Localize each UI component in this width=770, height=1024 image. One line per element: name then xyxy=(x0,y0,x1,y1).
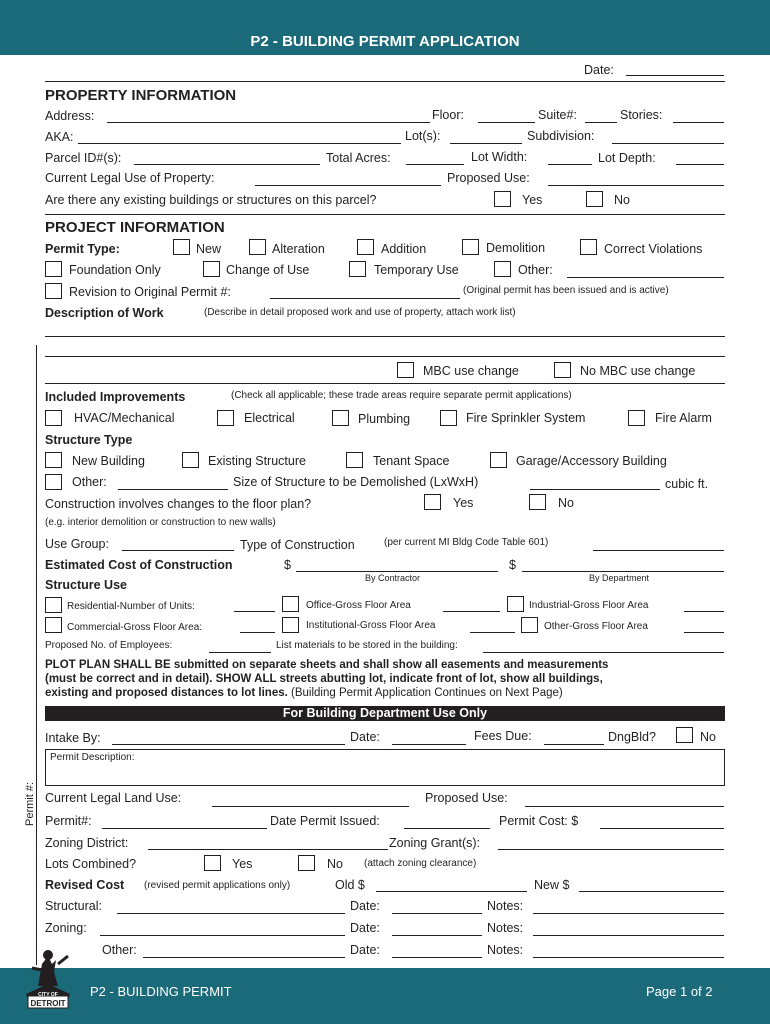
permit-description-box[interactable] xyxy=(45,749,725,786)
temporary-use-label: Temporary Use xyxy=(374,263,459,277)
other-use-checkbox[interactable] xyxy=(521,617,538,633)
floor-field[interactable] xyxy=(478,122,535,123)
plot-plan-line-3 xyxy=(45,687,563,699)
other-use-label: Other-Gross Floor Area xyxy=(544,621,648,632)
foundation-only-label: Foundation Only xyxy=(69,263,161,277)
change-of-use-label: Change of Use xyxy=(226,263,310,277)
intake-field[interactable] xyxy=(112,744,345,745)
total-acres-field[interactable] xyxy=(406,164,464,165)
revised-cost-note: (revised permit applications only) xyxy=(144,880,291,891)
permit-no-field[interactable] xyxy=(102,828,267,829)
hvac-checkbox[interactable] xyxy=(45,410,62,426)
side-permit-label: Permit #: xyxy=(24,776,36,832)
permit-cost-field[interactable] xyxy=(600,828,724,829)
attach-zoning-note: (attach zoning clearance) xyxy=(364,858,477,869)
intake-label: Intake By: xyxy=(45,731,101,745)
temporary-use-checkbox[interactable] xyxy=(349,261,366,277)
lots-combined-no-checkbox[interactable] xyxy=(298,855,315,871)
structural-notes-field[interactable] xyxy=(533,913,724,914)
new-cost-field[interactable] xyxy=(579,891,724,892)
structural-date-field[interactable] xyxy=(392,913,482,914)
no-mbc-change-checkbox[interactable] xyxy=(554,362,571,378)
logo-name: DETROIT xyxy=(30,999,66,1008)
employees-label: Proposed No. of Employees: xyxy=(45,640,173,651)
size-demolished-field[interactable] xyxy=(530,489,660,490)
existing-no-label: No xyxy=(614,193,630,207)
plot-plan-line-2: (must be correct and in detail). SHOW ALL streets abutting lot, indicate front of lot, show all buildings, xyxy=(45,673,603,685)
foundation-only-checkbox[interactable] xyxy=(45,261,62,277)
institutional-label: Institutional-Gross Floor Area xyxy=(306,620,436,631)
office-use-bar: For Building Department Use Only xyxy=(45,706,725,721)
address-label: Address: xyxy=(45,109,95,123)
zoning-date-field[interactable] xyxy=(392,935,482,936)
description-note: (Describe in detail proposed work and use of property, attach work list) xyxy=(204,307,516,318)
other-notes-label: Notes: xyxy=(487,943,524,957)
suite-field[interactable] xyxy=(585,122,617,123)
size-demolished-label: Size of Structure to be Demolished (LxWxH) xyxy=(233,475,479,489)
other-structure-checkbox[interactable] xyxy=(45,474,62,490)
new-building-checkbox[interactable] xyxy=(45,452,62,468)
detroit-seal-icon xyxy=(18,946,78,1014)
intake-date-label: Date: xyxy=(350,730,380,744)
fire-sprinkler-label: Fire Sprinkler System xyxy=(466,411,586,425)
structural-label: Structural: xyxy=(45,899,102,913)
industrial-label: Industrial-Gross Floor Area xyxy=(529,600,649,611)
department-dollar: $ xyxy=(509,558,516,572)
other-structure-field[interactable] xyxy=(118,489,228,490)
total-acres-label: Total Acres: xyxy=(326,151,391,165)
lot-depth-field[interactable] xyxy=(676,164,724,165)
fire-alarm-checkbox[interactable] xyxy=(628,410,645,426)
plumbing-checkbox[interactable] xyxy=(332,410,349,426)
correct-violations-label: Correct Violations xyxy=(604,242,703,256)
structural-notes-label: Notes: xyxy=(487,899,524,913)
other-permit-checkbox[interactable] xyxy=(494,261,511,277)
revision-note: (Original permit has been issued and is active) xyxy=(463,285,669,296)
proposed-use-field[interactable] xyxy=(548,185,724,186)
permit-description-label: Permit Description: xyxy=(50,752,135,763)
section-rule xyxy=(45,81,725,82)
new-cost-label: New $ xyxy=(534,878,570,892)
demolition-label: Demolition xyxy=(486,241,546,255)
floor-plan-no-checkbox[interactable] xyxy=(529,494,546,510)
floor-label: Floor: xyxy=(432,108,464,122)
office-checkbox[interactable] xyxy=(282,596,299,612)
employees-field[interactable] xyxy=(209,652,271,653)
date-issued-label: Date Permit Issued: xyxy=(270,814,380,828)
permit-cost-label: Permit Cost: $ xyxy=(499,814,579,828)
residential-field[interactable] xyxy=(234,611,275,612)
lots-combined-yes-checkbox[interactable] xyxy=(204,855,221,871)
contractor-cost-field[interactable] xyxy=(296,571,498,572)
proposed-use-label: Proposed Use: xyxy=(447,171,530,185)
addition-checkbox[interactable] xyxy=(357,239,374,255)
revision-label: Revision to Original Permit #: xyxy=(69,285,231,299)
aka-label: AKA: xyxy=(45,130,74,144)
department-cost-field[interactable] xyxy=(522,571,724,572)
structural-field[interactable] xyxy=(117,913,345,914)
aka-field[interactable] xyxy=(78,143,401,144)
demolition-checkbox[interactable] xyxy=(462,239,479,255)
alteration-checkbox[interactable] xyxy=(249,239,266,255)
section-rule xyxy=(45,383,725,384)
revision-field[interactable] xyxy=(270,298,460,299)
cubic-ft-label: cubic ft. xyxy=(665,477,709,491)
new-building-label: New Building xyxy=(72,454,145,468)
mbc-change-checkbox[interactable] xyxy=(397,362,414,378)
new-label: New xyxy=(196,242,222,256)
plot-plan-bold-end: existing and proposed distances to lot lines. xyxy=(45,687,288,699)
old-cost-field[interactable] xyxy=(376,891,527,892)
existing-structure-checkbox[interactable] xyxy=(182,452,199,468)
zoning-notes-label: Notes: xyxy=(487,921,524,935)
description-label: Description of Work xyxy=(45,306,164,320)
residential-label: Residential-Number of Units: xyxy=(67,601,195,612)
current-land-use-label: Current Legal Land Use: xyxy=(45,791,182,805)
revised-cost-label: Revised Cost xyxy=(45,878,125,892)
use-group-label: Use Group: xyxy=(45,537,109,551)
tenant-space-checkbox[interactable] xyxy=(346,452,363,468)
structure-type-label: Structure Type xyxy=(45,433,133,447)
est-cost-label: Estimated Cost of Construction xyxy=(45,558,233,572)
electrical-checkbox[interactable] xyxy=(217,410,234,426)
fire-sprinkler-checkbox[interactable] xyxy=(440,410,457,426)
other-permit-label: Other: xyxy=(518,263,553,277)
existing-yes-checkbox[interactable] xyxy=(494,191,511,207)
zoning-district-label: Zoning District: xyxy=(45,836,129,850)
structural-date-label: Date: xyxy=(350,899,380,913)
commercial-field[interactable] xyxy=(240,632,275,633)
materials-field[interactable] xyxy=(483,652,724,653)
by-department-label: By Department xyxy=(589,573,650,583)
existing-structure-label: Existing Structure xyxy=(208,454,306,468)
lots-combined-yes-label: Yes xyxy=(232,857,253,871)
other-notes-field[interactable] xyxy=(533,957,724,958)
industrial-checkbox[interactable] xyxy=(507,596,524,612)
residential-checkbox[interactable] xyxy=(45,597,62,613)
plumbing-label: Plumbing xyxy=(358,412,411,426)
permit-type-label: Permit Type: xyxy=(45,242,120,256)
side-permit-rule xyxy=(36,345,37,965)
type-construction-field[interactable] xyxy=(593,550,724,551)
garage-label: Garage/Accessory Building xyxy=(516,454,667,468)
lots-combined-no-label: No xyxy=(327,857,343,871)
zoning-grants-label: Zoning Grant(s): xyxy=(389,836,481,850)
parcel-label: Parcel ID#(s): xyxy=(45,151,122,165)
lot-width-label: Lot Width: xyxy=(471,150,528,164)
zoning-district-field[interactable] xyxy=(148,849,388,850)
subdivision-field[interactable] xyxy=(612,143,724,144)
institutional-checkbox[interactable] xyxy=(282,617,299,633)
contractor-dollar: $ xyxy=(284,558,291,572)
office-proposed-use-label: Proposed Use: xyxy=(425,791,508,805)
fees-due-field[interactable] xyxy=(544,744,604,745)
zoning-notes-field[interactable] xyxy=(533,935,724,936)
section-rule xyxy=(45,214,725,215)
other-use-field[interactable] xyxy=(684,632,724,633)
current-use-field[interactable] xyxy=(255,185,441,186)
lots-label: Lot(s): xyxy=(405,129,441,143)
garage-checkbox[interactable] xyxy=(490,452,507,468)
parcel-field[interactable] xyxy=(134,164,320,165)
current-use-label: Current Legal Use of Property: xyxy=(45,171,215,185)
zoning-date-label: Date: xyxy=(350,921,380,935)
new-checkbox[interactable] xyxy=(173,239,190,255)
lots-field[interactable] xyxy=(450,143,522,144)
existing-structures-question: Are there any existing buildings or structures on this parcel? xyxy=(45,193,377,207)
description-line-2[interactable] xyxy=(45,356,725,357)
dngbld-no-label: No xyxy=(700,730,716,744)
stories-label: Stories: xyxy=(620,108,663,122)
office-field[interactable] xyxy=(443,611,500,612)
floor-plan-example: (e.g. interior demolition or construction to new walls) xyxy=(45,517,276,528)
suite-label: Suite#: xyxy=(538,108,577,122)
permit-no-label: Permit#: xyxy=(45,814,92,828)
current-land-use-field[interactable] xyxy=(212,806,409,807)
existing-no-checkbox[interactable] xyxy=(586,191,603,207)
floor-plan-question: Construction involves changes to the floor plan? xyxy=(45,497,312,511)
by-contractor-label: By Contractor xyxy=(365,573,421,583)
property-heading: PROPERTY INFORMATION xyxy=(45,87,237,104)
institutional-field[interactable] xyxy=(470,632,515,633)
lot-depth-label: Lot Depth: xyxy=(598,151,656,165)
office-label: Office-Gross Floor Area xyxy=(306,600,411,611)
dngbld-label: DngBld? xyxy=(608,730,656,744)
hvac-label: HVAC/Mechanical xyxy=(74,411,175,425)
tenant-space-label: Tenant Space xyxy=(373,454,450,468)
use-group-field[interactable] xyxy=(122,550,234,551)
floor-plan-no-label: No xyxy=(558,496,574,510)
commercial-checkbox[interactable] xyxy=(45,617,62,633)
date-label: Date: xyxy=(584,63,614,77)
structure-use-label: Structure Use xyxy=(45,578,127,592)
address-field[interactable] xyxy=(107,122,430,123)
plot-plan-line-1: PLOT PLAN SHALL BE submitted on separate sheets and shall show all easements and measurements xyxy=(45,659,609,671)
old-cost-label: Old $ xyxy=(335,878,365,892)
office-proposed-use-field[interactable] xyxy=(525,806,724,807)
other-date-label: Date: xyxy=(350,943,380,957)
type-construction-label: Type of Construction xyxy=(240,538,355,552)
plot-plan-continue: (Building Permit Application Continues on Next Page) xyxy=(291,687,563,699)
mbc-change-label: MBC use change xyxy=(423,364,519,378)
change-of-use-checkbox[interactable] xyxy=(203,261,220,277)
zoning-field[interactable] xyxy=(100,935,345,936)
description-line-1[interactable] xyxy=(45,336,725,337)
other-field[interactable] xyxy=(143,957,345,958)
electrical-label: Electrical xyxy=(244,411,295,425)
included-improvements-note: (Check all applicable; these trade areas require separate permit applications) xyxy=(231,390,572,401)
lots-combined-label: Lots Combined? xyxy=(45,857,137,871)
included-improvements-label: Included Improvements xyxy=(45,390,186,404)
revision-checkbox[interactable] xyxy=(45,283,62,299)
intake-date-field[interactable] xyxy=(392,744,466,745)
lot-width-field[interactable] xyxy=(548,164,592,165)
logo-city: CITY OF xyxy=(38,992,58,998)
industrial-field[interactable] xyxy=(684,611,724,612)
other-date-field[interactable] xyxy=(392,957,482,958)
floor-plan-yes-label: Yes xyxy=(453,496,474,510)
page-number: Page 1 of 2 xyxy=(646,984,713,999)
correct-violations-checkbox[interactable] xyxy=(580,239,597,255)
subdivision-label: Subdivision: xyxy=(527,129,595,143)
commercial-label: Commercial-Gross Floor Area: xyxy=(67,622,203,633)
floor-plan-yes-checkbox[interactable] xyxy=(424,494,441,510)
stories-field[interactable] xyxy=(673,122,724,123)
fees-due-label: Fees Due: xyxy=(474,729,532,743)
date-issued-field[interactable] xyxy=(404,828,490,829)
page-title: P2 - BUILDING PERMIT APPLICATION xyxy=(250,33,520,50)
alteration-label: Alteration xyxy=(272,242,325,256)
materials-label: List materials to be stored in the building: xyxy=(276,640,458,651)
project-heading: PROJECT INFORMATION xyxy=(45,219,225,236)
dngbld-no-checkbox[interactable] xyxy=(676,727,693,743)
type-construction-note: (per current MI Bldg Code Table 601) xyxy=(384,537,549,548)
addition-label: Addition xyxy=(381,242,427,256)
date-field[interactable] xyxy=(626,75,724,76)
zoning-label: Zoning: xyxy=(45,921,87,935)
other-permit-field[interactable] xyxy=(567,277,724,278)
other-structure-label: Other: xyxy=(72,475,107,489)
no-mbc-change-label: No MBC use change xyxy=(580,364,696,378)
fire-alarm-label: Fire Alarm xyxy=(655,411,712,425)
zoning-grants-field[interactable] xyxy=(498,849,724,850)
existing-yes-label: Yes xyxy=(522,193,543,207)
other-label: Other: xyxy=(102,943,137,957)
footer-title: P2 - BUILDING PERMIT xyxy=(90,984,232,999)
